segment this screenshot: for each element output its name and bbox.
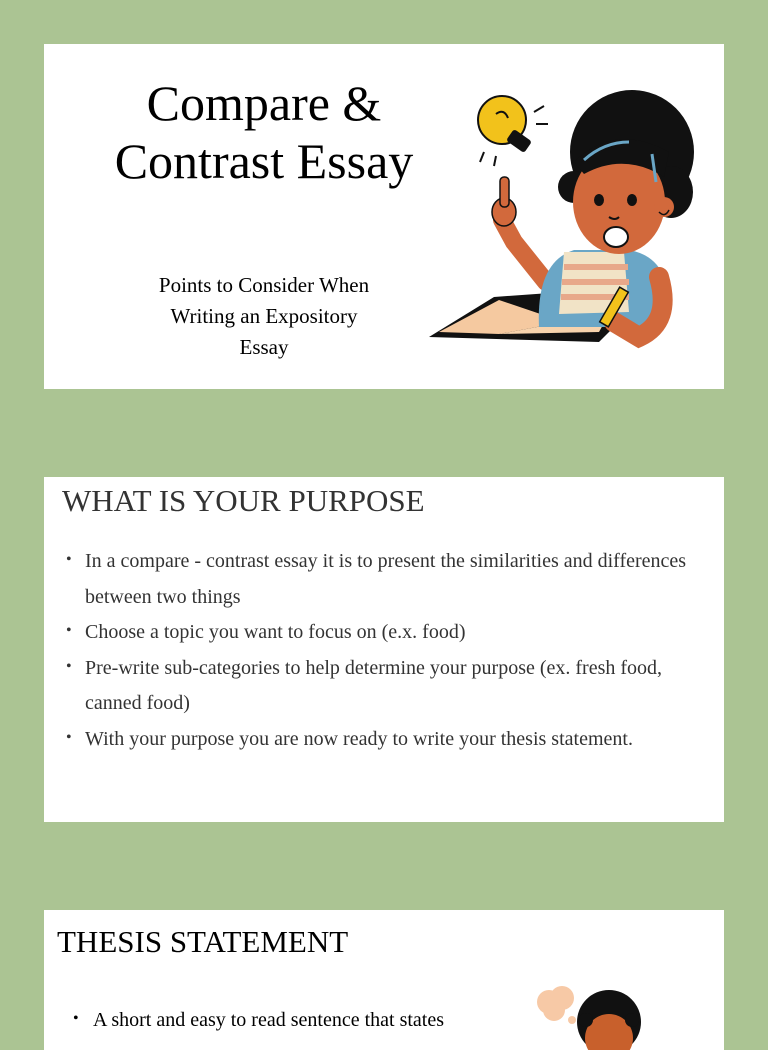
- slide-heading: WHAT IS YOUR PURPOSE: [62, 483, 425, 518]
- slide-subtitle: [124, 270, 404, 363]
- lightbulb-icon: [478, 96, 548, 166]
- bullet-item: • Pre-write sub-categories to help determine your purpose (ex. fresh food, canned food): [62, 651, 712, 722]
- girl-writing-illustration: [424, 82, 694, 352]
- bullet-item: • In a compare - contrast essay it is to present the similarities and differences between two things: [62, 544, 712, 615]
- slide-purpose: [44, 477, 724, 822]
- slide-title-heading: [84, 74, 444, 190]
- bullet-item: • Choose a topic you want to focus on (e.x. food): [62, 615, 712, 651]
- title-line-2: Contrast Essay: [114, 133, 414, 189]
- thought-bubble-icon: [537, 986, 576, 1024]
- slide-title: [44, 44, 724, 389]
- thinking-person-illustration: [524, 980, 654, 1050]
- bullet-list: [69, 1005, 499, 1035]
- bullet-list: [62, 544, 712, 757]
- bullet-item: • With your purpose you are now ready to write your thesis statement.: [62, 722, 712, 758]
- slide-thesis: [44, 910, 724, 1050]
- bullet-item: • A short and easy to read sentence that states: [69, 1005, 499, 1035]
- subtitle-line-1: Points to Consider When: [158, 273, 370, 297]
- subtitle-line-3: Essay: [239, 335, 289, 359]
- title-line-1: Compare &: [146, 75, 382, 131]
- slide-heading: THESIS STATEMENT: [57, 924, 349, 959]
- subtitle-line-2: Writing an Expository: [170, 304, 358, 328]
